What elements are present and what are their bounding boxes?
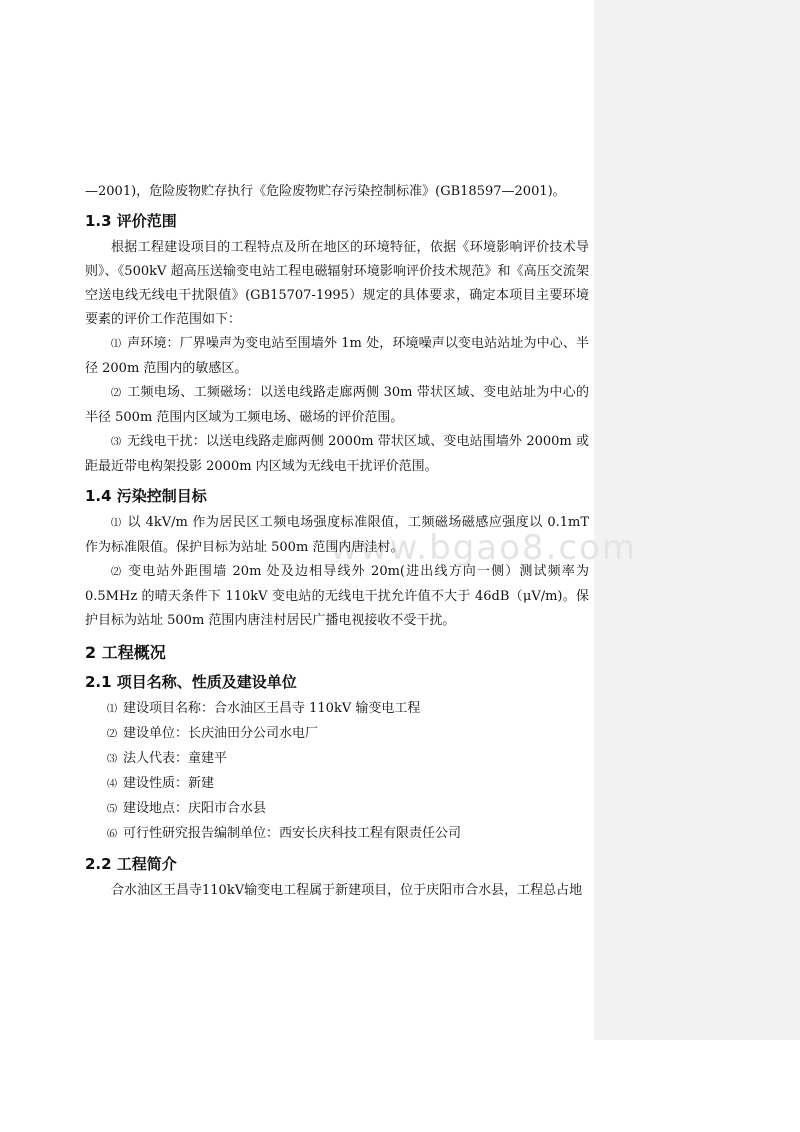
document-body (85, 180, 589, 903)
list-item (85, 747, 589, 772)
item-text: 建设性质：新建 (123, 776, 215, 791)
item-text: 法人代表：童建平 (123, 751, 228, 766)
chapter-2-heading: 2 工程概况 (85, 643, 166, 662)
item-number: ⑶ (107, 754, 117, 765)
list-item (85, 332, 589, 381)
list-item (85, 381, 589, 430)
item-number: ⑴ (111, 518, 122, 529)
list-item (85, 772, 589, 797)
item-text: 可行性研究报告编制单位：西安长庆科技工程有限责任公司 (123, 826, 462, 841)
comment-margin-pane (594, 0, 800, 1040)
item-text: 建设地点：庆阳市合水县 (123, 801, 267, 816)
item-text: 以 4kV/m 作为居民区工频电场强度标准限值，工频磁场磁感应强度以 0.1mT 作为标准限值。保护目标为站址 500m 范围内唐洼村。 (85, 515, 589, 555)
item-number: ⑵ (111, 567, 123, 578)
item-number: ⑴ (111, 339, 122, 350)
list-item (85, 430, 589, 479)
item-text: 建设单位：长庆油田分公司水电厂 (123, 726, 319, 741)
item-text: 工频电场、工频磁场：以送电线路走廊两侧 30m 带状区域、变电站址为中心的半径 500m 范围内区域为工频电场、磁场的评价范围。 (85, 385, 589, 425)
section-1-3-heading: 1.3 评价范围 (85, 212, 177, 230)
item-number: ⑷ (107, 779, 117, 790)
item-text: 声环境：厂界噪声为变电站至围墙外 1m 处，环境噪声以变电站站址为中心、半径 200m 范围内的敏感区。 (85, 336, 589, 376)
item-number: ⑵ (107, 729, 117, 740)
section-1-3-paragraph: 根据工程建设项目的工程特点及所在地区的环境特征，依据《环境影响评价技术导则》、《500kV 超高压送输变电站工程电磁辐射环境影响评价技术规范》和《高压交流架空送电线无线电干扰限值》(GB15707-1995）规定的具体要求，确定本项目主要环境要素的评价工作范围如下： (85, 240, 589, 327)
item-number: ⑴ (107, 704, 117, 715)
section-2-2-paragraph: 合水油区王昌寺110kV输变电工程属于新建项目，位于庆阳市合水县，工程总占地 (111, 883, 583, 898)
list-item (85, 797, 589, 822)
item-number: ⑹ (107, 829, 117, 840)
item-number: ⑸ (107, 804, 117, 815)
list-item (85, 722, 589, 747)
list-item (85, 822, 589, 847)
item-text: 无线电干扰：以送电线路走廊两侧 2000m 带状区域、变电站围墙外 2000m 或距最近带电构架投影 2000m 内区域为无线电干扰评价范围。 (85, 434, 590, 474)
section-1-4-heading: 1.4 污染控制目标 (85, 487, 207, 505)
section-2-1-heading: 2.1 项目名称、性质及建设单位 (85, 673, 297, 691)
list-item (85, 560, 589, 633)
watermark: www.bgao8.com (330, 528, 637, 568)
item-text: 建设项目名称：合水油区王昌寺 110kV 输变电工程 (123, 701, 421, 716)
item-number: ⑶ (111, 437, 122, 448)
item-text: 变电站外距围墙 20m 处及边相导线外 20m(进出线方向一侧）测试频率为 0.5MHz 的晴天条件下 110kV 变电站的无线电干扰允许值不大于 46dB（μV/m)。保护目标为站址 500m 范围内唐洼村居民广播电视接收不受干扰。 (85, 564, 589, 628)
list-item (85, 511, 589, 560)
item-number: ⑵ (111, 388, 122, 399)
list-item (85, 697, 589, 722)
intro-paragraph: —2001)，危险废物贮存执行《危险废物贮存污染控制标准》(GB18597—2001)。 (85, 184, 566, 199)
section-2-2-heading: 2.2 工程简介 (85, 855, 177, 873)
